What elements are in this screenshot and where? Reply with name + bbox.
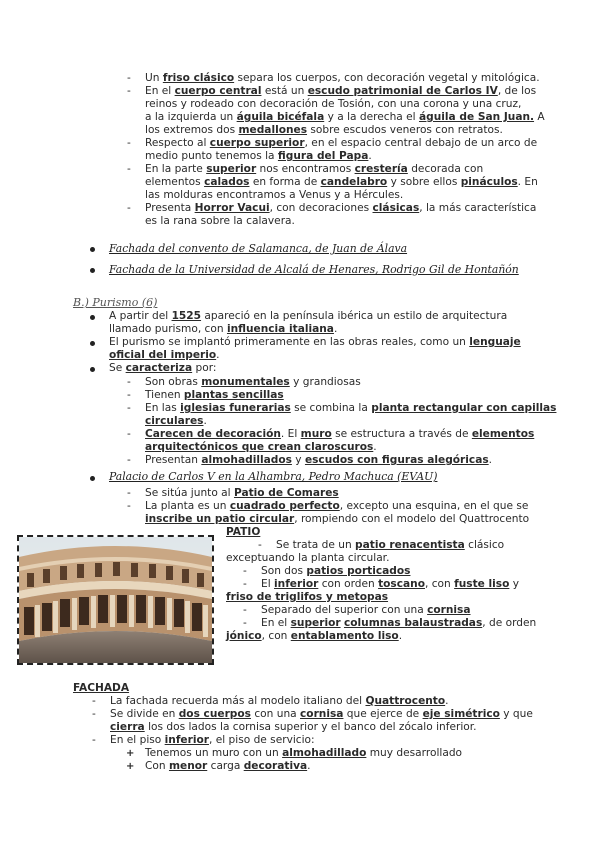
text-segment: en forma de [249,176,321,188]
text-line [145,189,403,202]
emphasis-text: patio renacentista [355,539,465,551]
bullet-dot [90,367,95,372]
fachada-label: FACHADA [73,682,130,694]
emphasis-text: candelabro [320,176,388,188]
emphasis-text: cierra [110,721,145,733]
text-segment: . [398,630,403,642]
emphasis-text: friso clásico [162,72,235,84]
bullet-dot [90,315,95,320]
emphasis-text: clásicas [372,202,420,214]
text-segment: , de los [497,85,537,97]
emphasis-text: Quattrocento [365,695,446,707]
emphasis-text: elementos [471,428,535,440]
emphasis-text: oficial del imperio [109,349,217,361]
text-segment: decorada con [407,163,484,175]
text-segment: , el piso de servicio: [208,734,315,746]
text-segment: , la más característica [419,202,537,214]
emphasis-text: circulares [145,415,204,427]
text-segment: . [368,150,372,162]
text-segment: . [488,454,493,466]
dash-marker: - [127,500,131,512]
text-segment: que ejerce de [343,708,423,720]
dash-marker: - [243,604,247,616]
emphasis-text: caracteriza [125,362,193,374]
dash-marker: - [92,695,96,707]
text-line [226,630,402,643]
emphasis-text: arquitectónicos que crean claroscuros [145,441,374,453]
text-segment: La fachada recuerda más al modelo italiano del [110,695,366,707]
text-segment: Presenta [145,202,195,214]
emphasis-text: calados [204,176,250,188]
text-line [261,604,471,617]
emphasis-text: toscano [378,578,425,590]
text-segment: En las [145,402,181,414]
emphasis-text: águila de San Juan. [419,111,535,123]
emphasis-text: águila bicéfala [236,111,325,123]
text-segment: , en el espacio central debajo de un arco de [304,137,538,149]
text-segment: Respecto al [145,137,210,149]
text-segment: . [445,695,449,707]
text-segment: Son obras [145,376,202,388]
text-segment: . En [517,176,538,188]
emphasis-text: jónico [226,630,262,642]
emphasis-text: crestería [354,163,408,175]
text-segment: nos encontramos [256,163,355,175]
text-segment: , rompiendo con el modelo del Quattrocento [294,513,530,525]
text-segment: se combina la [290,402,372,414]
text-segment: El [261,578,275,590]
text-line [145,85,536,98]
text-segment: Tienen [145,389,184,401]
text-segment: exceptuando la planta circular. [226,552,390,564]
dash-marker: - [92,734,96,746]
text-line [145,215,295,228]
text-segment: apareció en la península ibérica un estilo de arquitectura [201,310,508,322]
text-line [145,202,536,215]
text-line [145,454,492,467]
dash-marker: - [127,202,131,214]
text-line [109,336,521,349]
emphasis-text: muro [300,428,332,440]
bullet-dot [90,341,95,346]
text-line [145,137,537,150]
text-segment: En la parte [145,163,207,175]
text-segment: y [509,578,519,590]
text-segment: sobre escudos veneros con retratos. [307,124,503,136]
text-line [110,708,533,721]
dash-marker: - [127,85,131,97]
emphasis-text: cornisa [427,604,471,616]
text-line [145,441,377,454]
text-line [145,376,361,389]
patio-photo [17,535,214,665]
text-line [145,124,503,137]
text-line [145,487,339,500]
text-line [145,415,207,428]
palacio-title: Palacio de Carlos V en la Alhambra, Pedro Machuca (EVAU) [109,470,438,483]
text-segment: separa los cuerpos, con decoración vegetal y mitológica. [234,72,540,84]
emphasis-text: superior [206,163,257,175]
text-line [145,150,372,163]
text-segment: Presentan [145,454,202,466]
text-segment: Se sitúa junto al [145,487,234,499]
dash-marker: - [127,137,131,149]
dash-marker: - [127,163,131,175]
text-segment: llamado purismo, con [109,323,227,335]
text-segment: En el [145,85,175,97]
text-segment: está un [261,85,308,97]
text-line [145,402,556,415]
text-segment: y grandiosas [289,376,361,388]
text-segment: , con decoraciones [269,202,373,214]
text-line [109,362,216,375]
emphasis-text: patios porticados [306,565,411,577]
dash-marker: - [92,708,96,720]
emphasis-text: inferior [164,734,209,746]
dash-marker: - [127,72,131,84]
emphasis-text: cuerpo superior [209,137,305,149]
text-line [145,176,538,189]
text-segment: En el piso [110,734,165,746]
dash-marker: - [258,539,262,551]
emphasis-text: cuerpo central [174,85,262,97]
text-segment: los extremos dos [145,124,239,136]
text-segment: a la izquierda un [145,111,237,123]
text-line [110,734,315,747]
emphasis-text: influencia italiana [226,323,334,335]
emphasis-text: escudos con figuras alegóricas [304,454,489,466]
text-segment: Separado del superior con una [261,604,428,616]
text-segment: . [216,349,220,361]
text-line [110,721,477,734]
text-segment: carga [207,760,244,772]
text-segment: elementos [145,176,205,188]
dash-marker: - [127,487,131,499]
emphasis-text: iglesias funerarias [180,402,291,414]
text-segment: . [373,441,377,453]
emphasis-text: plantas sencillas [183,389,284,401]
text-segment: . [333,323,338,335]
bullet-title: Fachada del convento de Salamanca, de Juan de Álava [109,242,408,255]
text-segment: El purismo se implantó primeramente en las obras reales, como un [109,336,470,348]
text-segment: , con [424,578,455,590]
text-segment: , con [261,630,291,642]
text-line [261,565,410,578]
dash-marker: - [243,578,247,590]
emphasis-text: entablamento liso [290,630,399,642]
text-line [145,513,529,526]
emphasis-text: medallones [238,124,308,136]
plus-marker: + [126,761,135,772]
dash-marker: - [127,428,131,440]
emphasis-text: figura del Papa [277,150,369,162]
text-segment: Tenemos un muro con un [145,747,283,759]
emphasis-text: decorativa [243,760,308,772]
text-segment: En el [261,617,291,629]
text-line [145,111,545,124]
patio-label: PATIO [226,526,261,538]
emphasis-text: Carecen de decoración [145,428,281,440]
dash-marker: - [127,454,131,466]
text-segment: Se [109,362,126,374]
dash-marker: - [127,389,131,401]
emphasis-text: inscribe un patio circular [145,513,295,525]
bullet-dot [90,476,95,481]
emphasis-text: superior [290,617,341,629]
emphasis-text: eje simétrico [422,708,500,720]
text-line [109,323,337,336]
dash-marker: - [127,402,131,414]
emphasis-text: Patio de Comares [233,487,339,499]
dash-marker: - [243,617,247,629]
emphasis-text: almohadillado [282,747,367,759]
emphasis-text: dos cuerpos [178,708,251,720]
emphasis-text: almohadillados [201,454,292,466]
text-line [145,428,534,441]
plus-marker: + [126,748,135,759]
text-line [226,552,389,565]
text-segment: Se trata de un [276,539,356,551]
text-segment: , de orden [482,617,537,629]
text-segment: La planta es un [145,500,230,512]
emphasis-text: menor [168,760,208,772]
text-segment: . [203,415,207,427]
bullet-dot [90,268,95,273]
text-segment: clásico [464,539,505,551]
text-segment: las molduras encontramos a Venus y a Hércules. [145,189,404,201]
emphasis-text: pináculos [460,176,518,188]
text-segment: . [307,760,311,772]
text-segment: , excepto una esquina, en el que se [339,500,529,512]
emphasis-text: inferior [274,578,319,590]
emphasis-text: monumentales [201,376,290,388]
text-line [261,578,519,591]
text-segment: A partir del [109,310,172,322]
emphasis-text: planta rectangular con capillas [371,402,557,414]
text-line [145,500,528,513]
emphasis-text: columnas balaustradas [343,617,483,629]
text-segment: por: [192,362,217,374]
dash-marker: - [243,565,247,577]
text-segment: reinos y rodeado con decoración de Tosión, con una corona y una cruz, [145,98,522,110]
text-line [276,539,504,552]
text-line [145,389,284,402]
dash-marker: - [127,376,131,388]
text-segment: Un [145,72,163,84]
emphasis-text: 1525 [171,310,202,322]
text-line [145,98,521,111]
text-segment: y a la derecha el [324,111,419,123]
section-heading: B.) Purismo (6) [73,296,158,309]
text-segment: Son dos [261,565,307,577]
text-segment: y que [499,708,533,720]
emphasis-text: escudo patrimonial de Carlos IV [307,85,498,97]
bullet-title: Fachada de la Universidad de Alcalá de Henares, Rodrigo Gil de Hontañón [109,263,519,276]
text-line [145,760,311,773]
text-line [110,695,449,708]
text-line [226,591,388,604]
emphasis-text: lenguaje [469,336,521,348]
text-segment: se estructura a través de [331,428,472,440]
bullet-dot [90,247,95,252]
text-segment: con una [250,708,301,720]
emphasis-text: cuadrado perfecto [229,500,340,512]
text-segment: con orden [318,578,379,590]
emphasis-text: fuste liso [454,578,510,590]
emphasis-text: friso de triglifos y metopas [226,591,389,603]
text-segment: y sobre ellos [387,176,461,188]
text-segment: A [534,111,545,123]
text-line [109,310,507,323]
text-segment: Con [145,760,169,772]
text-line [145,163,483,176]
text-segment: y [291,454,305,466]
emphasis-text: Horror Vacui [194,202,270,214]
text-segment: los dos lados la cornisa superior y el banco del zócalo inferior. [144,721,477,733]
text-segment: medio punto tenemos la [145,150,278,162]
text-segment: Se divide en [110,708,179,720]
emphasis-text: cornisa [300,708,344,720]
text-segment: muy desarrollado [366,747,463,759]
text-segment: es la rana sobre la calavera. [145,215,295,227]
text-line [109,349,220,362]
text-line [261,617,536,630]
text-line [145,72,540,85]
text-line [145,747,462,760]
text-segment: . El [280,428,301,440]
